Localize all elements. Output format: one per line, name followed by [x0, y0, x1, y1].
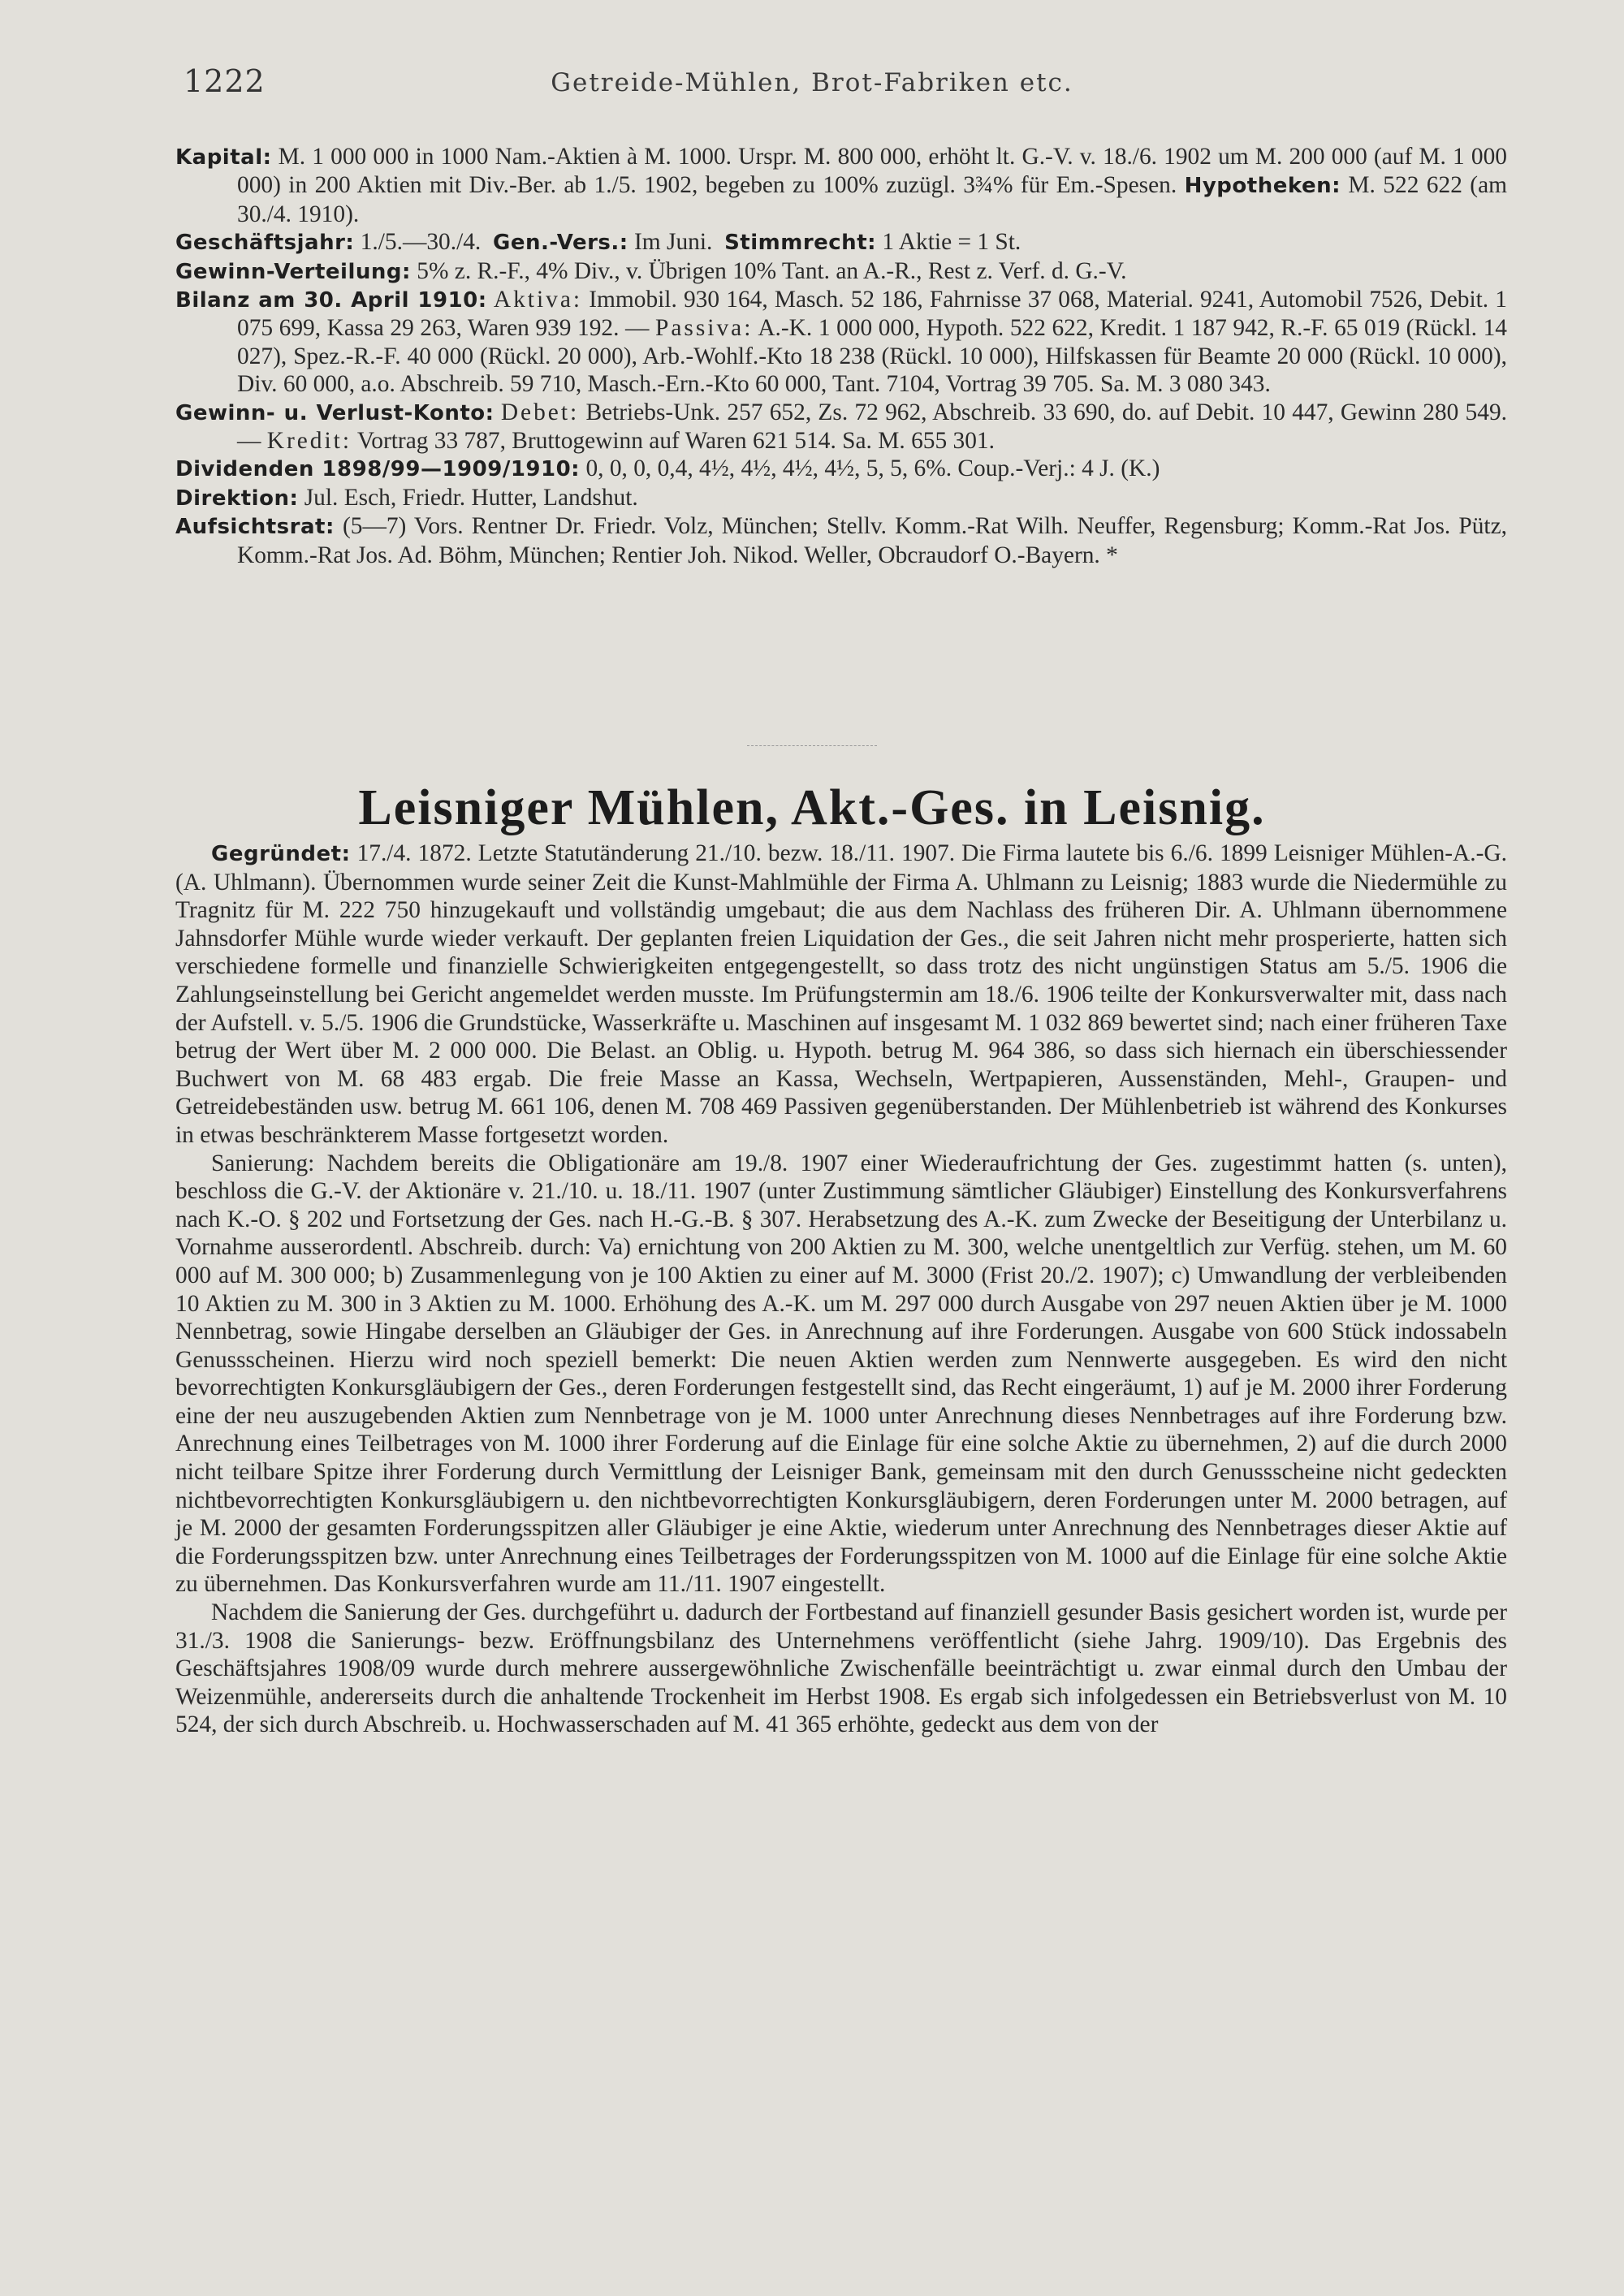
aufsichtsrat-label: Aufsichtsrat: [175, 515, 335, 540]
direktion-label: Direktion: [175, 486, 299, 511]
aufsichtsrat-text: (5—7) Vors. Rentner Dr. Friedr. Volz, München; Stellv. Komm.-Rat Wilh. Neuffer, Regensburg; Komm.-Rat Jos. Pütz, Komm.-Rat Jos. Ad. Böhm, München; Rentier Joh. Nikod. Weller, Obcraudorf O.-Bayern. * [237, 513, 1507, 568]
company-title: Leisniger Mühlen, Akt.-Ges. in Leisnig. [358, 780, 1266, 835]
aktiva-label: Aktiva: [493, 287, 583, 313]
geschaeftsjahr-text: 1./5.—30./4. [360, 229, 482, 256]
aktiva-text: Immobil. 930 164, Masch. 52 186, Fahrnisse 37 068, Material. 9241, Automobil 7526, Debit. 1 075 699, Kassa 29 263, Waren 939 192. — [237, 287, 1508, 342]
gen-vers-text: Im Juni. [634, 229, 713, 256]
debet-label: Debet: [500, 399, 580, 425]
geschaeftsjahr-label: Geschäftsjahr: [175, 231, 355, 256]
debet-text: Betriebs-Unk. 257 652, Zs. 72 962, Abschreib. 33 690, do. auf Debit. 10 447, Gewinn 280 549. — [237, 399, 1507, 455]
running-head: Getreide-Mühlen, Brot-Fabriken etc. [551, 68, 1073, 97]
kredit-text: Vortrag 33 787, Bruttogewinn auf Waren 621 514. Sa. M. 655 301. [356, 428, 995, 455]
gewinn-verlust-label: Gewinn- u. Verlust-Konto: [175, 400, 495, 425]
direktion-entry [175, 484, 1507, 512]
gewinn-verteilung-entry [175, 257, 1507, 286]
company-paragraph-2: Sanierung: Nachdem bereits die Obligationäre am 19./8. 1907 einer Wiederaufrichtung der Ges. zugestimmt hatten (s. unten), beschloss die G.-V. der Aktionäre v. 21./10. u. 18./11. 1907 (unter Zustimmung sämtlicher Gläubiger) Einstellung des Konkursverfahrens nach K.-O. § 202 und Fortsetzung der Ges. nach H.-G.-B. § 307. Herabsetzung des A.-K. zum Zwecke der Beseitigung der Unterbilanz u. Vornahme ausserordentl. Abschreib. durch: Va) ernichtung von 200 Aktien zu M. 300, welche unentgeltlich zur Verfüg. stehen, um M. 60 000 auf M. 300 000; b) Zusammenlegung von je 100 Aktien zu einer auf M. 3000 (Frist 20./2. 1907); c) Umwandlung der verbleibenden 10 Aktien zu M. 300 in 3 Aktien zu M. 1000. Erhöhung des A.-K. um M. 297 000 durch Ausgabe von 297 neuen Aktien über je M. 1000 Nennbetrag, sowie Hingabe derselben an Gläubiger der Ges. in Anrechnung auf ihre Forderungen. Ausgabe von 600 Stück indossabeln Genussscheinen. Hierzu wird noch speziell bemerkt: Die neuen Aktien werden zum Nennwerte ausgegeben. Es wird den nicht bevorrechtigten Konkursgläubigern der Ges., deren Forderungen festgestellt sind, das Recht eingeräumt, 1) auf je M. 2000 ihrer Forderung eine der neu auszugebenden Aktien zum Nennbetrage von je M. 1000 unter Anrechnung dieses Nennbetrages auf ihre Forderung bzw. Anrechnung eines Teilbetrages von M. 1000 ihrer Forderung auf die Einlage für eine solche Aktie zu übernehmen, 2) auf die durch 2000 nicht teilbare Spitze ihrer Forderung durch Vermittlung der Leisniger Bank, gemeinsam mit den durch Genussscheine nicht gedeckten nichtbevorrechtigten Konkursgläubigern u. den nichtbevorrechtigten Konkursgläubigern, deren Forderungen unter M. 2000 betragen, auf je M. 2000 der gesamten Forderungsspitzen aller Gläubiger je eine Aktie, wiederum unter Anrechnung des Nennbetrages dieser Aktie auf die Forderungsspitzen bzw. unter Anrechnung eines Teilbetrages der Forderungsspitzen von M. 1000 auf die Einlage für eine solche Aktie zu übernehmen. Das Konkursverfahren wurde am 11./11. 1907 eingestellt. [175, 1150, 1507, 1598]
gewinn-verlust-entry [175, 399, 1507, 455]
company-entry [175, 839, 1507, 1739]
passiva-label: Passiva: [655, 315, 754, 342]
dividenden-text: 0, 0, 0, 0,4, 4½, 4½, 4½, 4½, 5, 5, 6%. Coup.-Verj.: 4 J. (K.) [585, 455, 1160, 482]
direktion-text: Jul. Esch, Friedr. Hutter, Landshut. [304, 484, 638, 511]
kapital-text: M. 1 000 000 in 1000 Nam.-Aktien à M. 1000. Urspr. M. 800 000, erhöht lt. G.-V. v. 18./6. 1902 um M. 200 000 (auf M. 1 000 000) in 200 Aktien mit Div.-Ber. ab 1./5. 1902, begeben zu 100% zuzügl. 3¾% für Em.-Spesen. [237, 144, 1507, 199]
gegruendet-text: 17./4. 1872. Letzte Statutänderung 21./10. bezw. 18./11. 1907. Die Firma lautete bis 6./6. 1899 Leisniger Mühlen-A.-G. (A. Uhlmann). Übernommen wurde seiner Zeit die Kunst-Mahlmühle der Firma A. Uhlmann zu Leisnig; 1883 wurde die Niedermühle zu Tragnitz für M. 222 750 hinzugekauft und vollständig umgebaut; die aus dem Nachlass des früheren Dir. A. Uhlmann übernommene Jahnsdorfer Mühle wurde wieder verkauft. Der geplanten freien Liquidation der Ges., die seit Jahren nicht mehr prosperierte, hatten sich verschiedene formelle und finanzielle Schwierigkeiten entgegengestellt, so dass trotz des nicht ungünstigen Status am 5./5. 1906 die Zahlungseinstellung bei Gericht angemeldet werden musste. Im Prüfungstermin am 18./6. 1906 teilte der Konkursverwalter mit, dass nach der Aufstell. v. 5./5. 1906 die Grundstücke, Wasserkräfte u. Maschinen auf insgesamt M. 1 032 869 bewertet sind; nach einer früheren Taxe betrug der Wert über M. 2 000 000. Die Belast. an Oblig. u. Hypoth. betrug M. 964 386, so dass sich hiernach ein überschiessender Buchwert von M. 68 483 ergab. Die freie Masse an Kassa, Wechseln, Wertpapieren, Aussenständen, Mehl-, Graupen- und Getreidebeständen usw. betrug M. 661 106, denen M. 708 469 Passiven gegenüberstanden. Der Mühlenbetrieb ist während des Konkurses in etwas beschränkterem Masse fortgesetzt worden. [175, 840, 1507, 1148]
gewinn-verteilung-label: Gewinn-Verteilung: [175, 259, 411, 284]
company-paragraph-3: Nachdem die Sanierung der Ges. durchgeführt u. dadurch der Fortbestand auf finanziell gesunder Basis gesichert worden ist, wurde per 31./3. 1908 die Sanierungs- bezw. Eröffnungsbilanz des Unternehmens veröffentlicht (siehe Jahrg. 1909/10). Das Ergebnis des Geschäftsjahres 1908/09 wurde durch mehrere aussergewöhnliche Zwischenfälle beeinträchtigt u. zwar einmal durch den Umbau der Weizenmühle, andererseits durch die anhaltende Trockenheit im Herbst 1908. Es ergab sich infolgedessen ein Betriebsverlust von M. 10 524, der sich durch Abschreib. u. Hochwasserschaden auf M. 41 365 erhöhte, gedeckt aus dem von der [175, 1599, 1507, 1738]
section-divider [747, 745, 877, 746]
company-paragraph-1 [175, 839, 1507, 1150]
gegruendet-label: Gegründet: [211, 842, 351, 866]
gewinn-verteilung-text: 5% z. R.-F., 4% Div., v. Übrigen 10% Tant. an A.-R., Rest z. Verf. d. G.-V. [417, 257, 1127, 284]
hypotheken-text: M. 522 622 (am 30./4. 1910). [237, 172, 1507, 227]
kapital-entry [175, 143, 1507, 228]
dividenden-entry [175, 455, 1507, 483]
gen-vers-label: Gen.-Vers.: [492, 231, 628, 256]
bilanz-entry [175, 286, 1507, 399]
page-number: 1222 [184, 63, 266, 99]
passiva-text: A.-K. 1 000 000, Hypoth. 522 622, Kredit. 1 187 942, R.-F. 65 019 (Rückl. 14 027), Spez.-R.-F. 40 000 (Rückl. 20 000), Arb.-Wohlf.-Kto 18 238 (Rückl. 10 000), Hilfskassen für Beamte 20 000 (Rückl. 10 000), Div. 60 000, a.o. Abschreib. 59 710, Masch.-Ern.-Kto 60 000, Tant. 7104, Vortrag 39 705. Sa. M. 3 080 343. [237, 315, 1507, 398]
dividenden-label: Dividenden 1898/99—1909/1910: [175, 457, 581, 482]
stimmrecht-label: Stimmrecht: [724, 231, 877, 256]
kredit-label: Kredit: [266, 428, 352, 455]
geschaeftsjahr-entry [175, 228, 1507, 257]
previous-company-entry [175, 143, 1507, 569]
stimmrecht-text: 1 Aktie = 1 St. [882, 229, 1021, 256]
hypotheken-label: Hypotheken: [1184, 174, 1341, 199]
aufsichtsrat-entry [175, 512, 1507, 569]
kapital-label: Kapital: [175, 145, 272, 170]
bilanz-label: Bilanz am 30. April 1910: [175, 288, 487, 313]
